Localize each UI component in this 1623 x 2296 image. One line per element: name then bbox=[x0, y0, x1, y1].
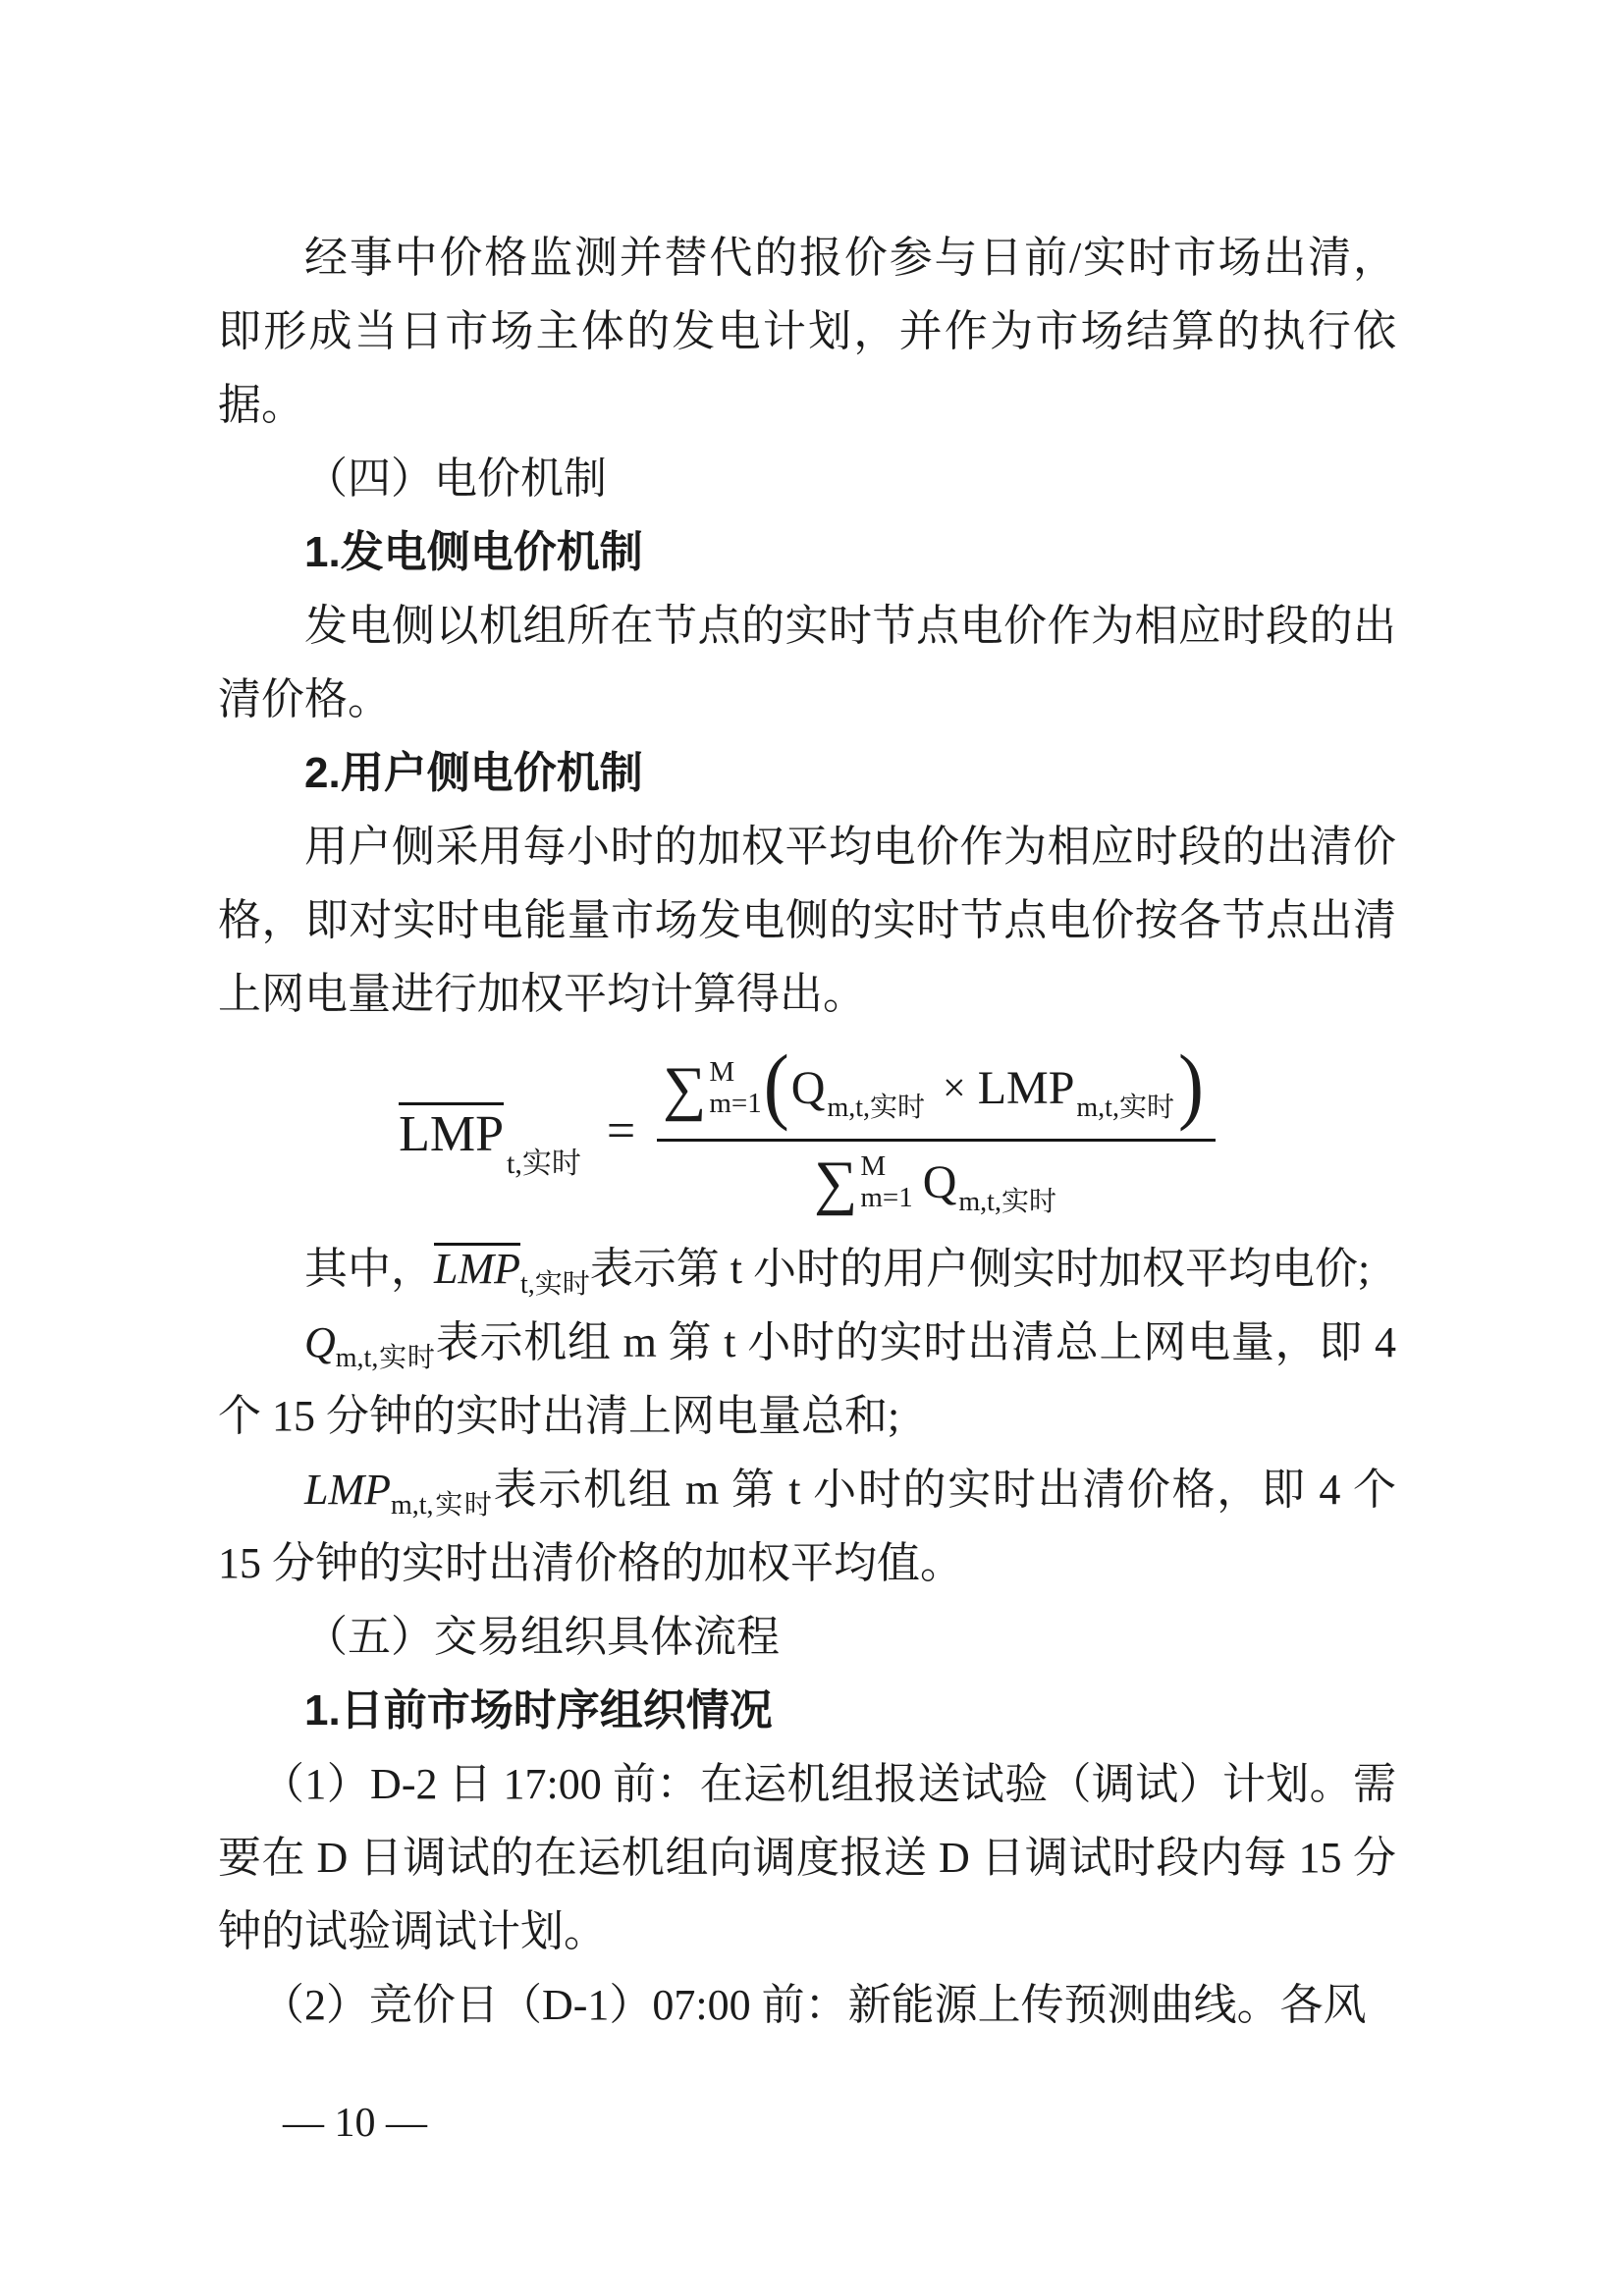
quantity-symbol: Q bbox=[304, 1318, 336, 1366]
quantity-variable: Q bbox=[790, 1062, 826, 1115]
definition-text: 表示机组 m 第 t 小时的实时出清价格，即 4 个 15 分钟的实时出清价格的加权平均值。 bbox=[218, 1466, 1397, 1587]
formula-denominator bbox=[814, 1142, 1058, 1217]
lmp-average-symbol: LMP bbox=[434, 1245, 520, 1293]
sum-limits bbox=[860, 1151, 912, 1214]
sum-operator bbox=[814, 1151, 913, 1214]
sum-limits bbox=[709, 1057, 761, 1120]
sum-operator bbox=[663, 1055, 762, 1123]
sum-upper-limit: M bbox=[860, 1150, 887, 1183]
close-parenthesis: ) bbox=[1177, 1036, 1204, 1133]
sigma-symbol: ∑ bbox=[663, 1055, 707, 1123]
open-parenthesis: ( bbox=[763, 1036, 789, 1133]
lmp-variable: LMP bbox=[977, 1062, 1075, 1115]
formula-lhs bbox=[399, 1102, 581, 1180]
multiplication-sign: × bbox=[943, 1066, 966, 1112]
formula-numerator bbox=[657, 1036, 1216, 1142]
heading-user-side-pricing: 2.用户侧电价机制 bbox=[304, 749, 643, 797]
definition-prefix: 其中， bbox=[304, 1245, 434, 1293]
formula-lhs-base: LMP bbox=[399, 1102, 504, 1160]
quantity-subscript: m,t,实时 bbox=[827, 1093, 925, 1124]
formula-equals-sign: = bbox=[606, 1102, 636, 1159]
lmp-weighted-average-formula bbox=[218, 1031, 1396, 1232]
lmp-subscript: m,t,实时 bbox=[1076, 1093, 1174, 1124]
formula-row bbox=[399, 1036, 1216, 1217]
sigma-symbol: ∑ bbox=[814, 1149, 858, 1216]
formula-fraction bbox=[657, 1036, 1216, 1217]
definition-text: 表示第 t 小时的用户侧实时加权平均电价; bbox=[589, 1245, 1371, 1293]
paragraph-intro: 经事中价格监测并替代的报价参与日前/实时市场出清，即形成当日市场主体的发电计划，并作为市场结算的执行依据。 bbox=[218, 234, 1396, 429]
heading-section-five: （五）交易组织具体流程 bbox=[304, 1613, 780, 1661]
heading-dayahead-market: 1.日前市场时序组织情况 bbox=[304, 1686, 773, 1735]
procedure-item-1: （1）D-2 日 17:00 前：在运机组报送试验（调试）计划。需要在 D 日调试的在运机组向调度报送 D 日调试时段内每 15 分钟的试验调试计划。 bbox=[218, 1760, 1396, 1955]
definition-quantity bbox=[218, 1306, 1396, 1453]
sum-lower-limit: m=1 bbox=[860, 1182, 913, 1213]
heading-section-four: （四）电价机制 bbox=[304, 454, 607, 503]
definition-lmp-average bbox=[218, 1232, 1396, 1306]
sum-upper-limit: M bbox=[709, 1056, 735, 1089]
lmp-average-symbol-subscript: t,实时 bbox=[520, 1268, 590, 1300]
page-number: — 10 — bbox=[283, 2101, 427, 2146]
paragraph-generation-side: 发电侧以机组所在节点的实时节点电价作为相应时段的出清价格。 bbox=[218, 602, 1396, 723]
page-body bbox=[218, 221, 1396, 2042]
lmp-unit-symbol: LMP bbox=[304, 1466, 391, 1514]
procedure-item-2: （2）竞价日（D-1）07:00 前：新能源上传预测曲线。各风 bbox=[261, 1981, 1367, 2029]
sum-lower-limit: m=1 bbox=[709, 1088, 762, 1120]
quantity-subscript: m,t,实时 bbox=[958, 1187, 1056, 1217]
heading-generation-side-pricing: 1.发电侧电价机制 bbox=[304, 528, 643, 576]
quantity-symbol-subscript: m,t,实时 bbox=[335, 1342, 436, 1373]
quantity-variable: Q bbox=[922, 1156, 957, 1208]
definition-text: 表示机组 m 第 t 小时的实时出清总上网电量，即 4 个 15 分钟的实时出清上网电量总和; bbox=[218, 1318, 1396, 1440]
lmp-unit-symbol-subscript: m,t,实时 bbox=[391, 1489, 494, 1521]
definition-lmp-unit bbox=[218, 1453, 1396, 1600]
formula-lhs-subscript: t,实时 bbox=[506, 1148, 581, 1180]
paragraph-user-side: 用户侧采用每小时的加权平均电价作为相应时段的出清价格，即对实时电能量市场发电侧的实时节点电价按各节点出清上网电量进行加权平均计算得出。 bbox=[218, 823, 1396, 1018]
